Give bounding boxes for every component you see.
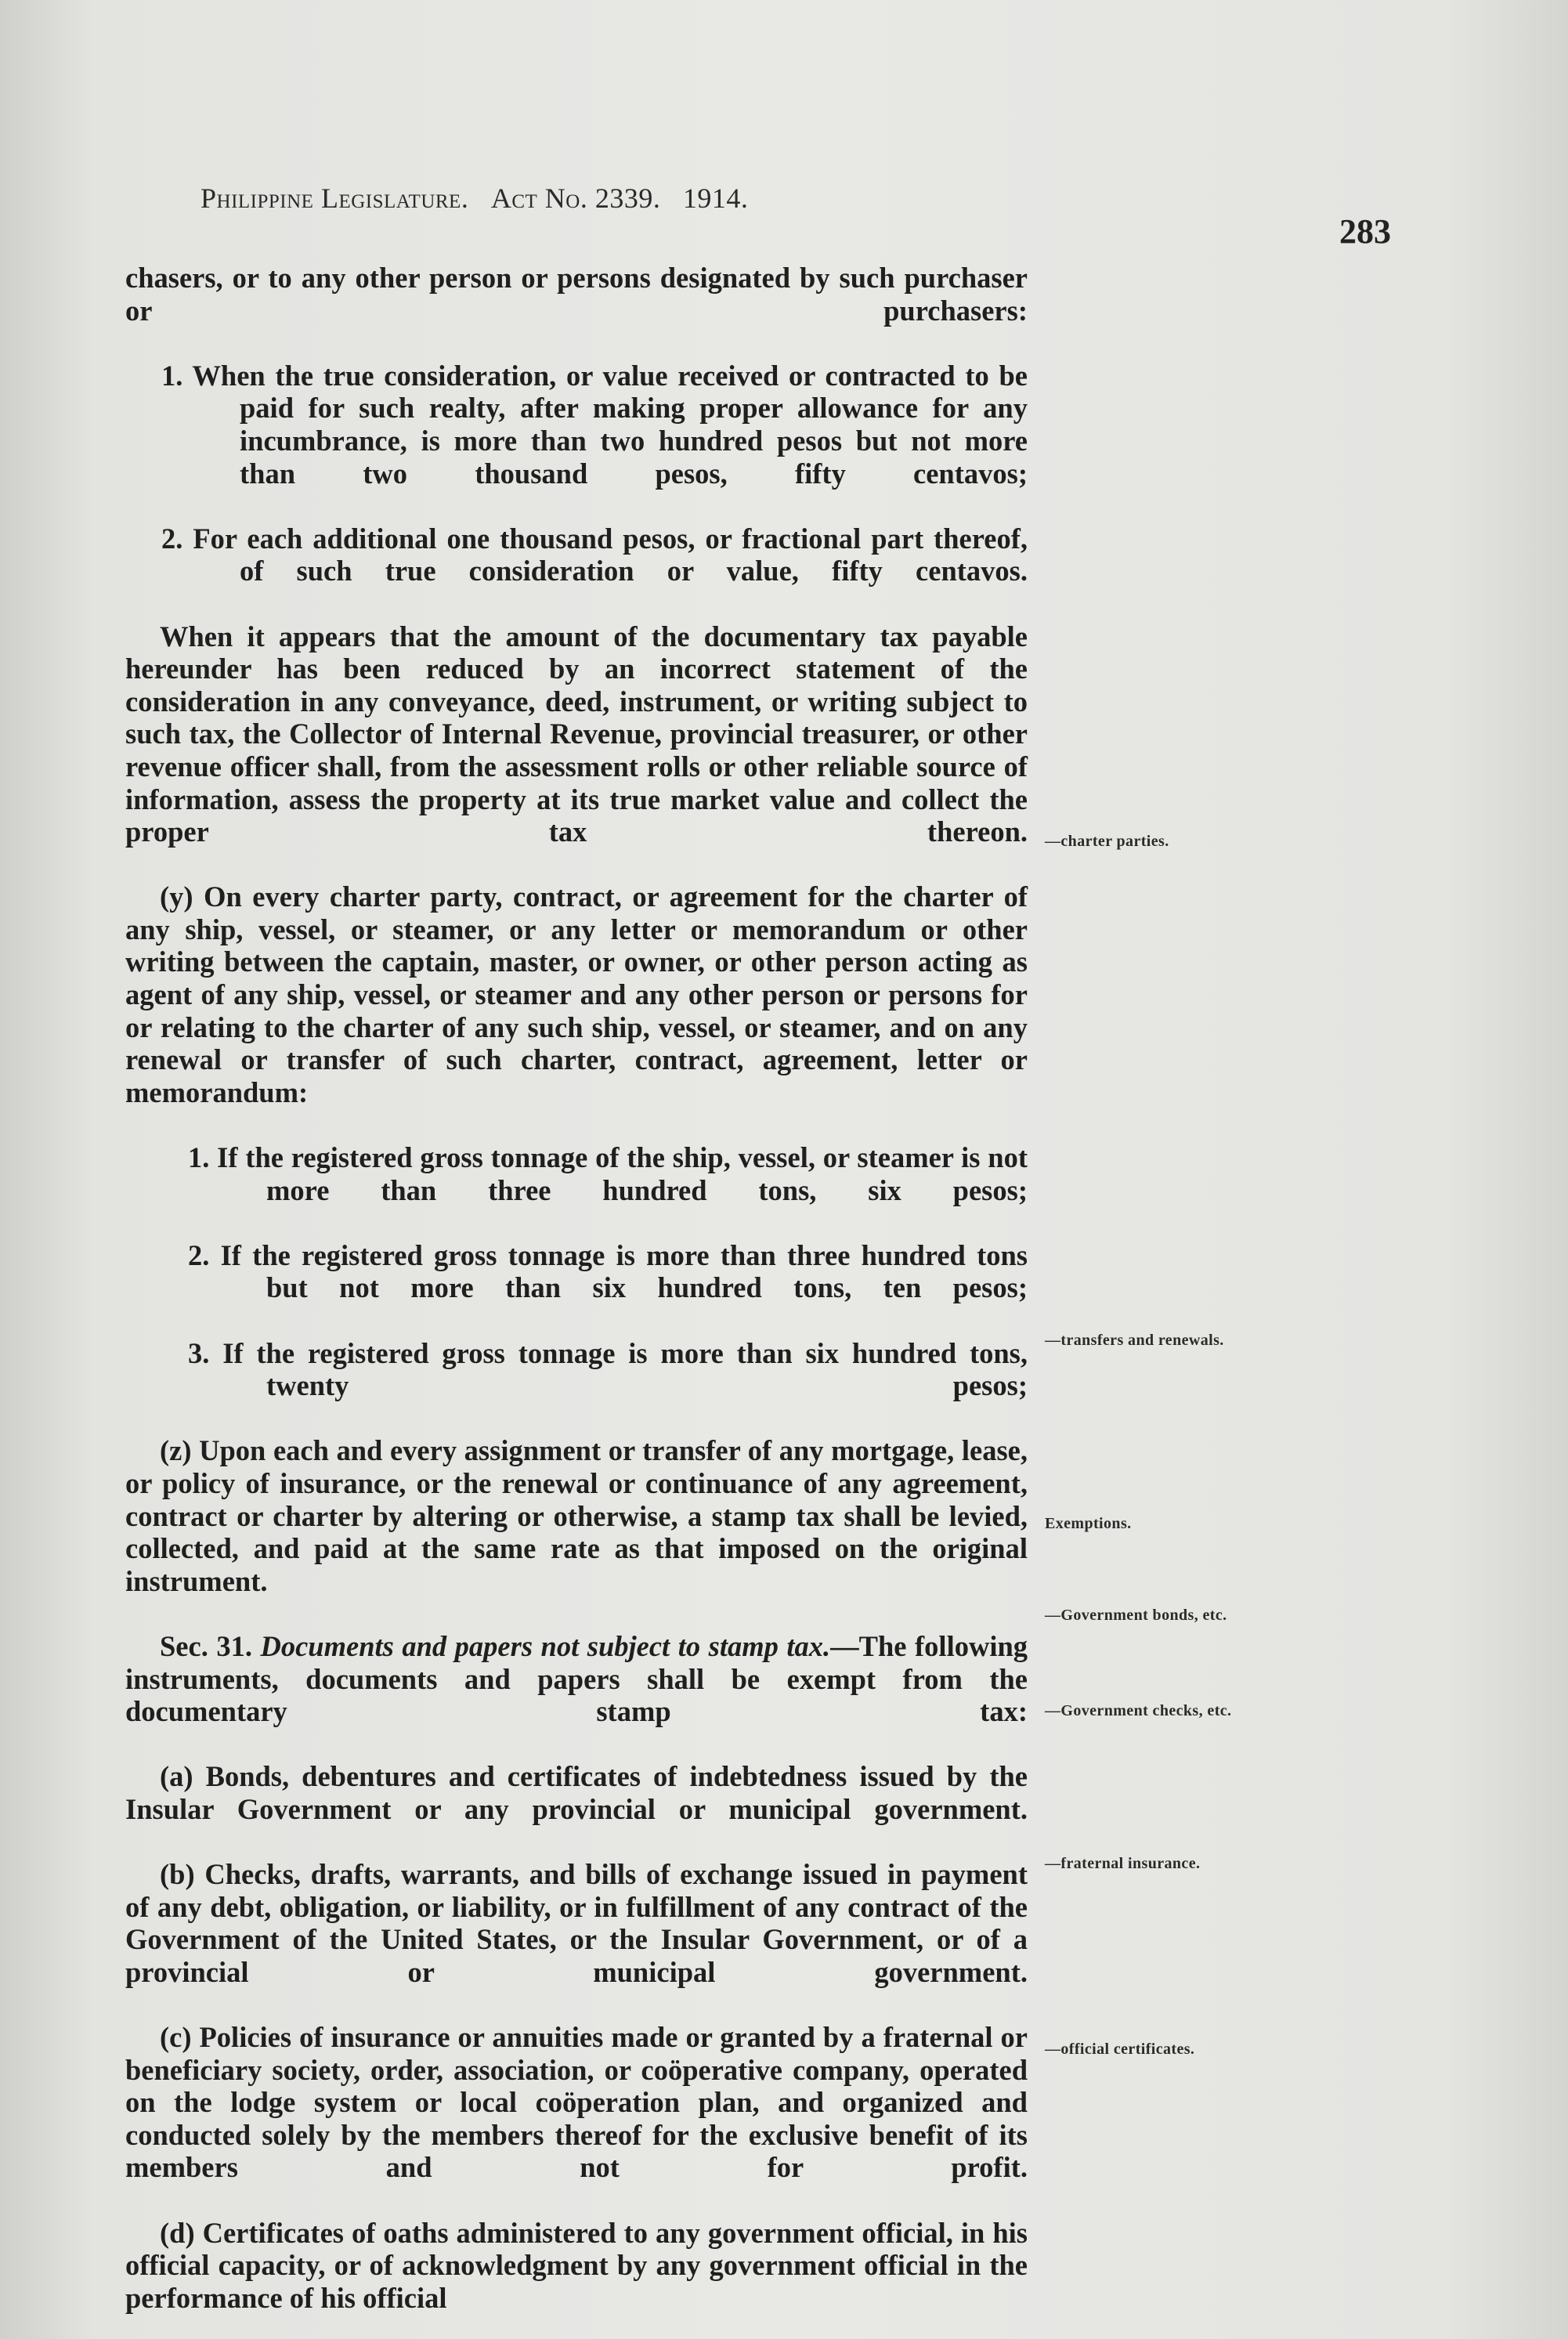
- paragraph: (b) Checks, drafts, warrants, and bills of exchange issued in payment of any debt, obligation, or liability, or in fulfillment of any contract of the Government of the United States, or the Insular Government, or of a provincial or municipal government.: [125, 1858, 1028, 1988]
- margin-note-gov-bonds: —Government bonds, etc.: [1045, 1607, 1227, 1624]
- list-item: 1. When the true consideration, or value received or contracted to be paid for such realty, after making proper allowance for any incumbrance, is more than two hundred pesos but not more than two thousand pesos, fifty centavos;: [161, 359, 1028, 490]
- page-number: 283: [1339, 212, 1391, 251]
- running-title: Philippine Legislature.: [201, 183, 469, 214]
- section-number: Sec. 31.: [160, 1629, 252, 1662]
- list-item: 2. For each additional one thousand pesos, or fractional part thereof, of such true consideration or value, fifty centavos.: [161, 522, 1028, 587]
- paragraph: (z) Upon each and every assignment or transfer of any mortgage, lease, or policy of insurance, or the renewal or continuance of any agreement, contract or charter by altering or otherwise, a stamp tax shall be levied, collected, and paid at the same rate as that imposed on the original instrument.: [125, 1434, 1028, 1597]
- section-title: Documents and papers not subject to stamp tax.: [260, 1629, 831, 1662]
- paragraph: (d) Certificates of oaths administered to any government official, in his official capacity, or of acknowledgment by any government official in the performance of his official: [125, 2216, 1028, 2314]
- margin-note-exemptions: Exemptions.: [1045, 1515, 1132, 1532]
- section-text: —The following instruments, documents and papers shall be exempt from the documentary stamp tax:: [125, 1629, 1028, 1728]
- list-item: 2. If the registered gross tonnage is more than three hundred tons but not more than six hundred tons, ten pesos;: [188, 1238, 1028, 1304]
- paragraph: (y) On every charter party, contract, or agreement for the charter of any ship, vessel, or steamer, or any letter or memorandum or other writing between the captain, master, or owner, or other person acting as agent of any ship, vessel, or steamer and any other person or persons for or relating to the charter of any such ship, vessel, or steamer, and on any renewal or transfer of such charter, contract, agreement, letter or memorandum:: [125, 880, 1028, 1108]
- list-item: 1. If the registered gross tonnage of the ship, vessel, or steamer is not more than three hundred tons, six pesos;: [188, 1141, 1028, 1206]
- paragraph: chasers, or to any other person or persons designated by such purchaser or purchasers:: [125, 262, 1028, 327]
- year: 1914.: [682, 183, 749, 214]
- paragraph: (a) Bonds, debentures and certificates of indebtedness issued by the Insular Government or any provincial or municipal government.: [125, 1760, 1028, 1825]
- running-header: [201, 182, 748, 215]
- paragraph: (c) Policies of insurance or annuities made or granted by a fraternal or beneficiary society, order, association, or coöperative company, operated on the lodge system or local coöperation plan, and organized and conducted solely by the members thereof for the exclusive benefit of its members and not for profit.: [125, 2021, 1028, 2184]
- margin-note-fraternal: —fraternal insurance.: [1045, 1855, 1201, 1872]
- margin-note-gov-checks: —Government checks, etc.: [1045, 1702, 1232, 1719]
- body-text: [125, 262, 1028, 2314]
- section-heading-paragraph: [125, 1630, 1028, 1760]
- paragraph: When it appears that the amount of the documentary tax payable hereunder has been reduced by an incorrect statement of the consideration in any conveyance, deed, instrument, or writing subject to such tax, the Collector of Internal Revenue, provincial treasurer, or other revenue officer shall, from the assessment rolls or other reliable source of information, assess the property at its true market value and collect the proper tax thereon.: [125, 620, 1028, 848]
- act-number: Act No. 2339.: [490, 183, 661, 214]
- list-item: 3. If the registered gross tonnage is more than six hundred tons, twenty pesos;: [188, 1336, 1028, 1402]
- margin-note-charter: —charter parties.: [1045, 833, 1169, 850]
- margin-note-official: —official certificates.: [1045, 2041, 1195, 2058]
- margin-note-transfers: —transfers and renewals.: [1045, 1332, 1224, 1349]
